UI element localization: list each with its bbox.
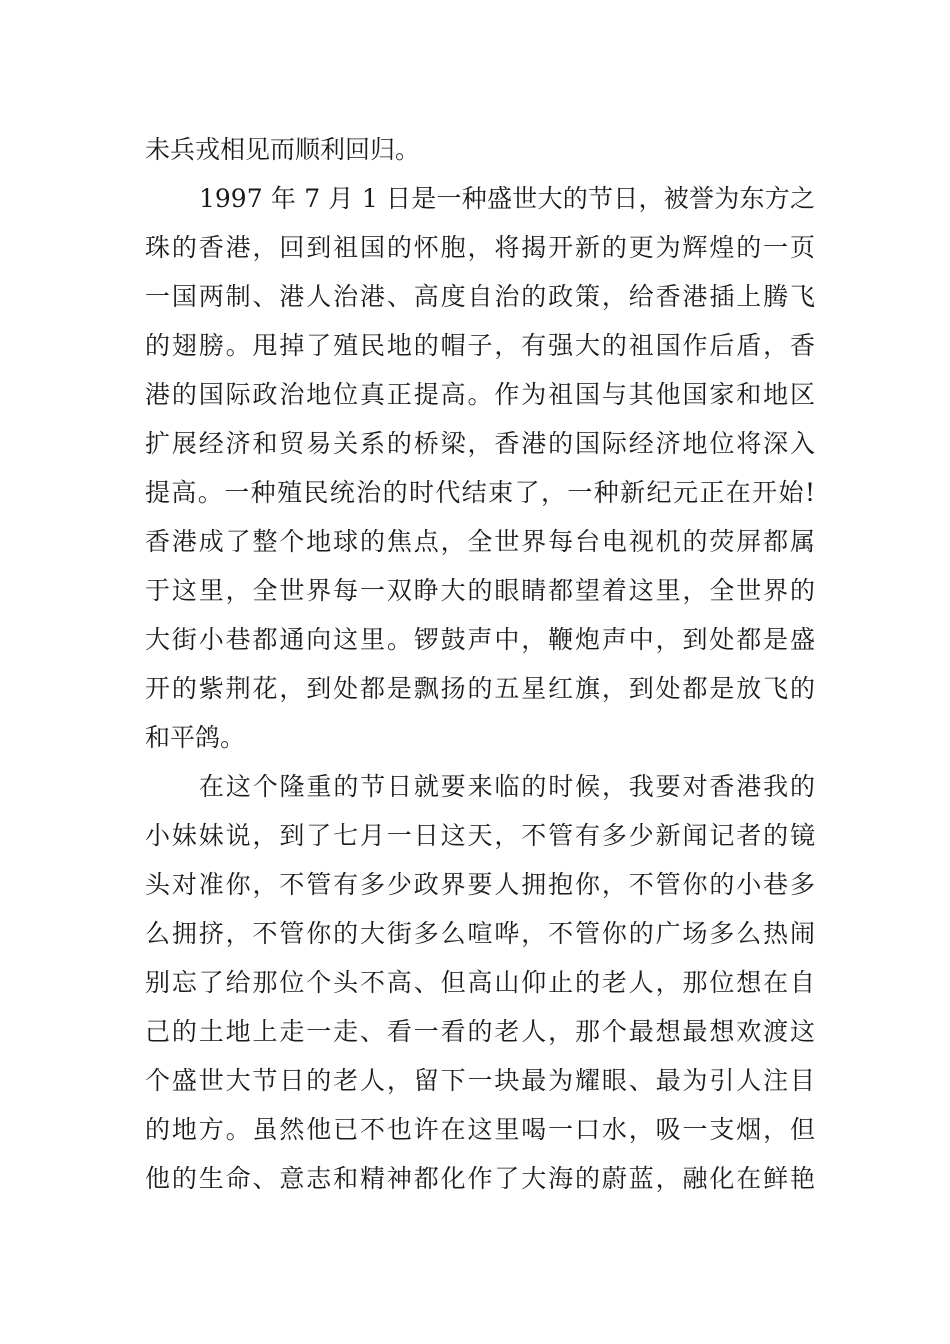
paragraph-line: 别忘了给那位个头不高、但高山仰止的老人，那位想在自 (145, 968, 815, 997)
paragraph-line: 的翅膀。甩掉了殖民地的帽子，有强大的祖国作后盾，香 (145, 331, 815, 360)
paragraph-line: 未兵戎相见而顺利回归。 (145, 135, 421, 164)
paragraph-line: 一国两制、港人治港、高度自治的政策，给香港插上腾飞 (145, 282, 815, 311)
paragraph-line: 己的土地上走一走、看一看的老人，那个最想最想欢渡这 (145, 1017, 815, 1046)
paragraph-line: 小妹妹说，到了七月一日这天，不管有多少新闻记者的镜 (145, 821, 815, 850)
paragraph-line: 头对准你，不管有多少政界要人拥抱你，不管你的小巷多 (145, 870, 815, 899)
paragraph-line: 和平鸽。 (145, 723, 246, 752)
paragraph-line: 港的国际政治地位真正提高。作为祖国与其他国家和地区 (145, 380, 815, 409)
paragraph-line: 珠的香港，回到祖国的怀胞，将揭开新的更为辉煌的一页 (145, 233, 815, 262)
paragraph-line: 开的紫荆花，到处都是飘扬的五星红旗，到处都是放飞的 (145, 674, 815, 703)
paragraph-line: 么拥挤，不管你的大街多么喧哗，不管你的广场多么热闹 (145, 919, 815, 948)
paragraph-line: 大街小巷都通向这里。锣鼓声中，鞭炮声中，到处都是盛 (145, 625, 815, 654)
paragraph-line: 提高。一种殖民统治的时代结束了，一种新纪元正在开始! (145, 478, 815, 507)
paragraph-line: 1997 年 7 月 1 日是一种盛世大的节日，被誉为东方之 (199, 184, 815, 213)
paragraph-line: 在这个隆重的节日就要来临的时候，我要对香港我的 (199, 772, 815, 801)
paragraph-line: 香港成了整个地球的焦点，全世界每台电视机的荧屏都属 (145, 527, 815, 556)
paragraph-line: 的地方。虽然他已不也许在这里喝一口水，吸一支烟，但 (145, 1115, 815, 1144)
paragraph-line: 个盛世大节日的老人，留下一块最为耀眼、最为引人注目 (145, 1066, 815, 1095)
paragraph-line: 于这里，全世界每一双睁大的眼睛都望着这里，全世界的 (145, 576, 815, 605)
paragraph-line: 他的生命、意志和精神都化作了大海的蔚蓝，融化在鲜艳 (145, 1164, 815, 1193)
paragraph-line: 扩展经济和贸易关系的桥梁，香港的国际经济地位将深入 (145, 429, 815, 458)
